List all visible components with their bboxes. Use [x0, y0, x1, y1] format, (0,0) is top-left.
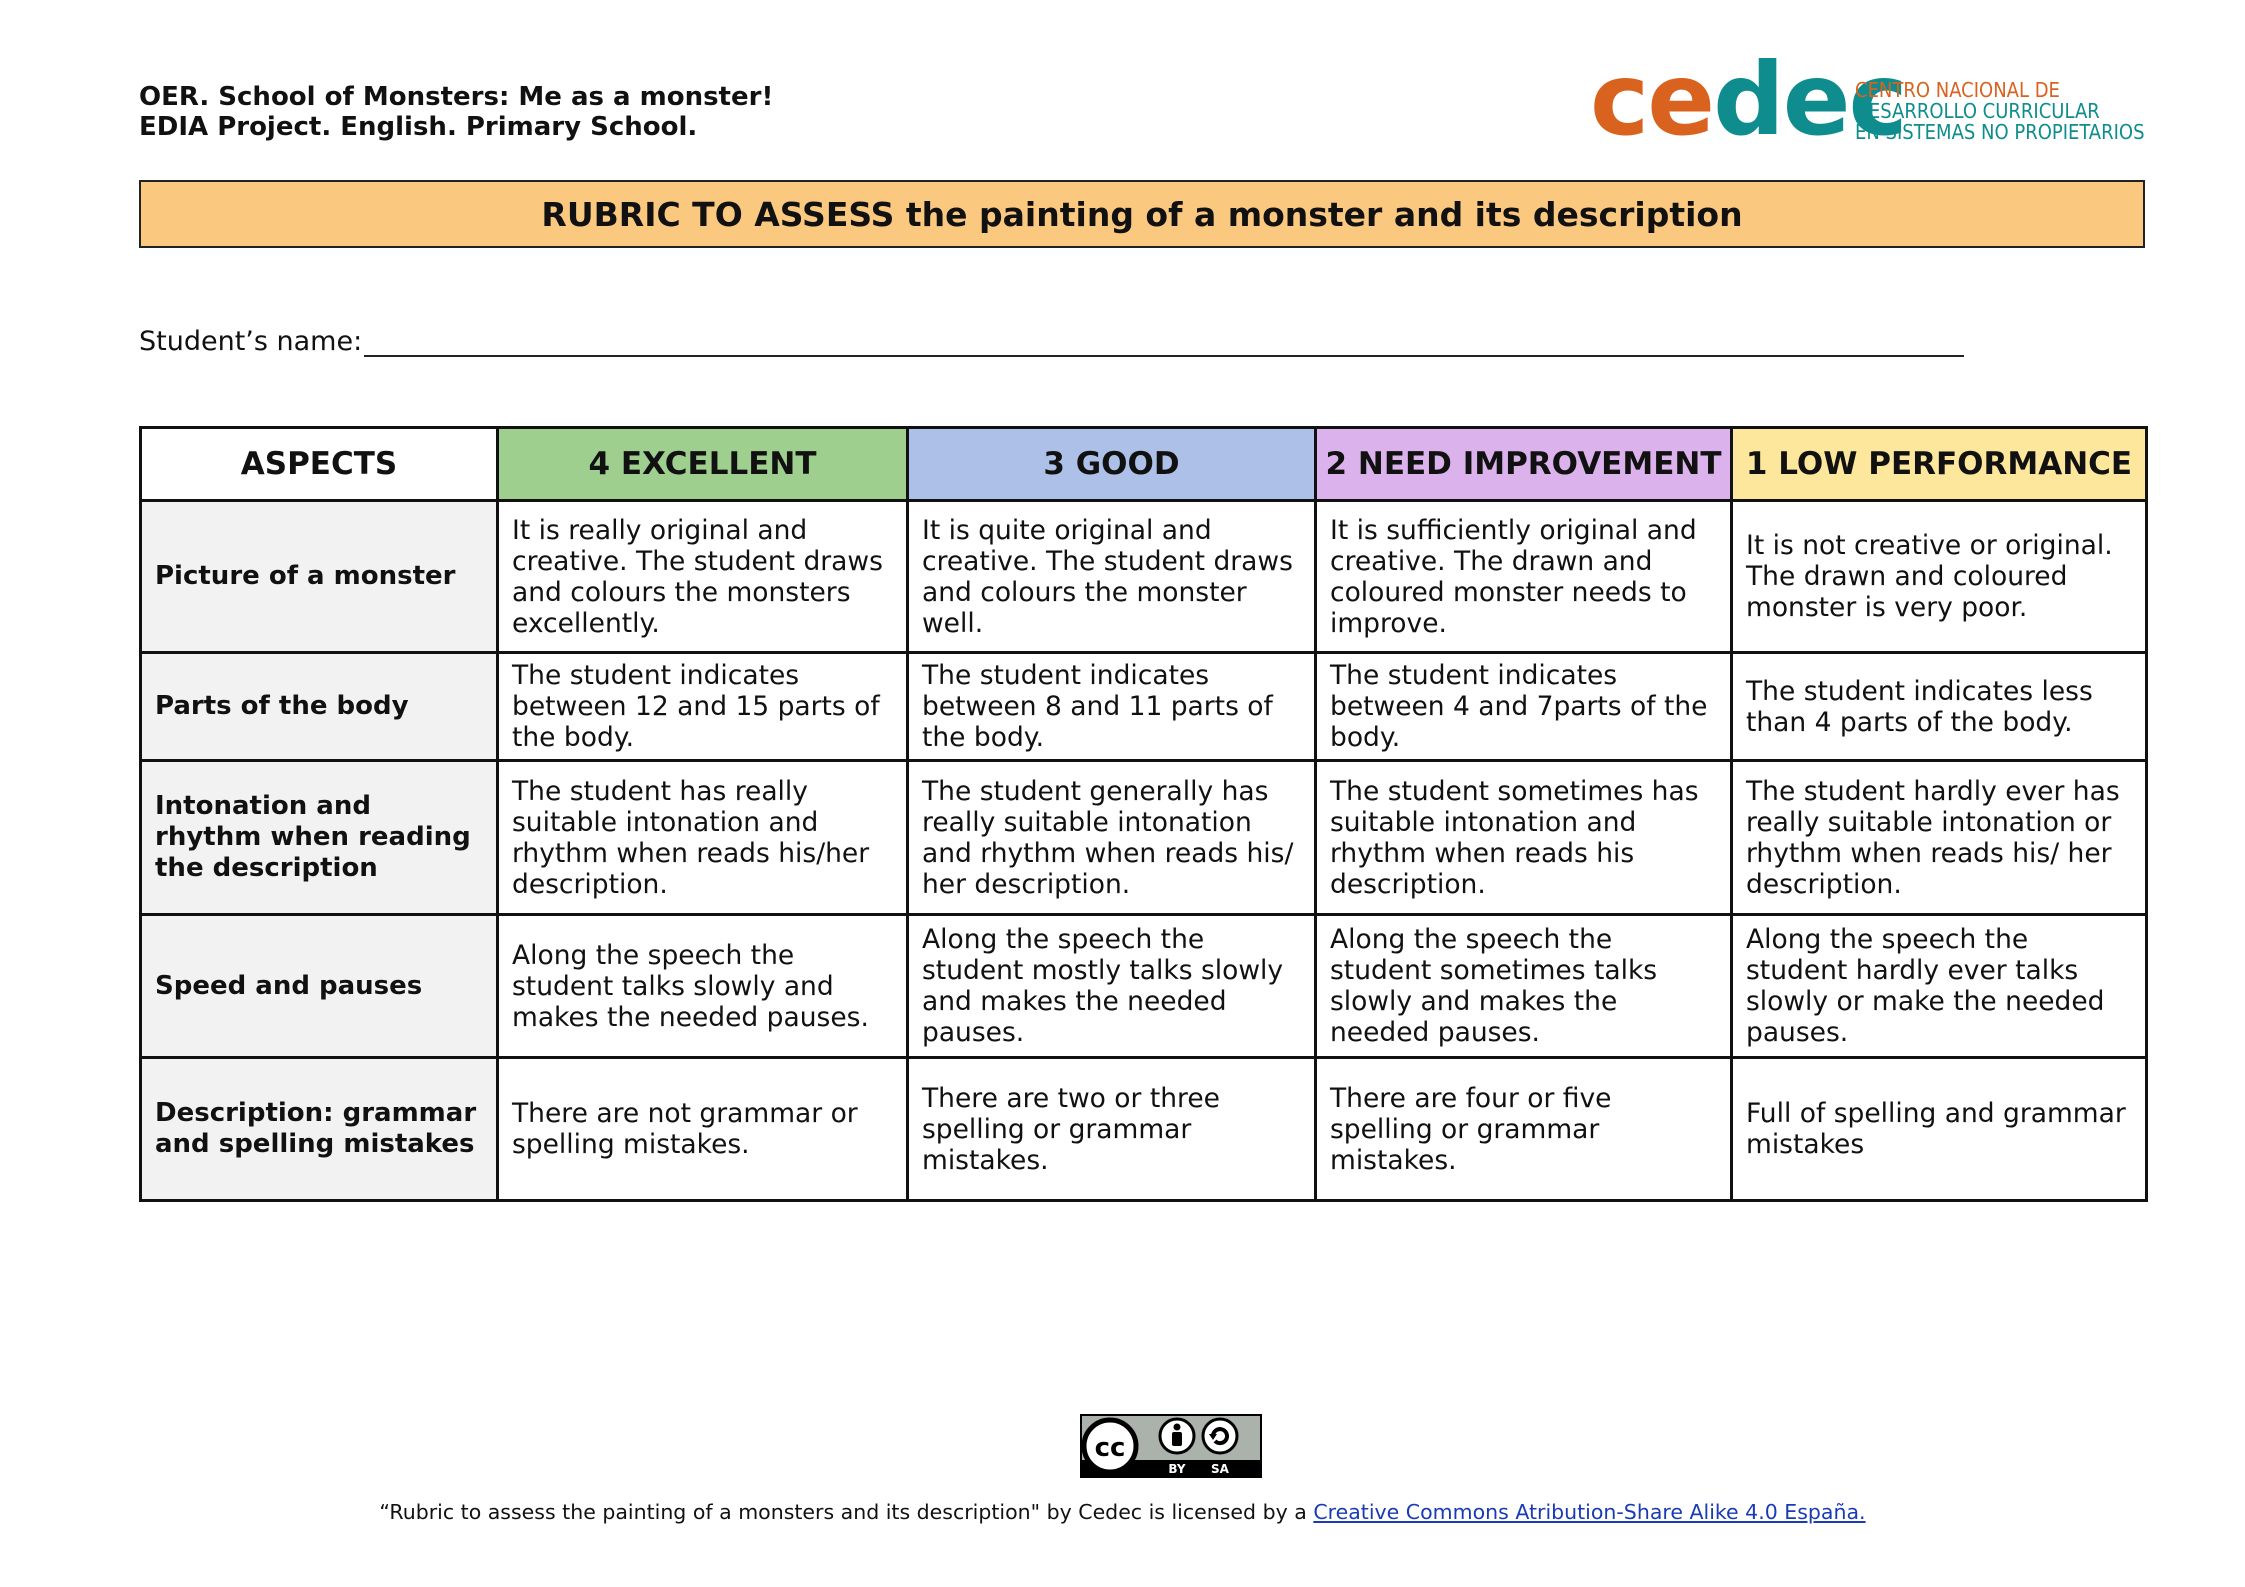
license-footer	[0, 1500, 2245, 1524]
table-row	[141, 915, 2147, 1058]
cedec-logo	[1590, 41, 2160, 158]
cedec-subtitle	[1855, 80, 2145, 143]
criteria-cell: The student sometimes has suitable intonation and rhythm when reads his description.	[1316, 761, 1732, 915]
table-row	[141, 1058, 2147, 1201]
cedec-subtitle-line-1: CENTRO NACIONAL DE	[1855, 78, 2060, 102]
logo-letter: e	[1647, 41, 1714, 158]
criteria-cell: The student has really suitable intonation and rhythm when reads his/her description.	[498, 761, 908, 915]
cc-icon	[1084, 1420, 1136, 1472]
sa-label: SA	[1211, 1462, 1229, 1476]
criteria-cell: Along the speech the student sometimes talks slowly and makes the needed pauses.	[1316, 915, 1732, 1058]
student-name-line	[364, 329, 1964, 357]
cedec-subtitle-line-2: DESARROLLO CURRICULAR	[1855, 99, 2100, 123]
criteria-cell: The student indicates between 12 and 15 parts of the body.	[498, 653, 908, 761]
header-line-1: OER. School of Monsters: Me as a monster!	[139, 82, 774, 112]
by-label: BY	[1168, 1462, 1186, 1476]
aspect-cell: Description: grammar and spelling mistakes	[141, 1058, 498, 1201]
criteria-cell: Along the speech the student talks slowly and makes the needed pauses.	[498, 915, 908, 1058]
cedec-subtitle-line-3: EN SISTEMAS NO PROPIETARIOS	[1855, 120, 2145, 144]
rubric-table	[139, 426, 2148, 1202]
criteria-cell: It is sufficiently original and creative. The drawn and coloured monster needs to improve.	[1316, 501, 1732, 653]
criteria-cell: Full of spelling and grammar mistakes	[1732, 1058, 2147, 1201]
header-need-improvement: 2 NEED IMPROVEMENT	[1316, 428, 1732, 501]
logo-letter: d	[1713, 41, 1783, 158]
criteria-cell: It is not creative or original. The drawn and coloured monster is very poor.	[1732, 501, 2147, 653]
document-header	[139, 82, 773, 142]
aspect-cell: Picture of a monster	[141, 501, 498, 653]
criteria-cell: The student indicates between 4 and 7parts of the body.	[1316, 653, 1732, 761]
logo-letter: c	[1848, 41, 1906, 158]
aspect-cell: Intonation and rhythm when reading the description	[141, 761, 498, 915]
table-row	[141, 501, 2147, 653]
header-excellent: 4 EXCELLENT	[498, 428, 908, 501]
header-good: 3 GOOD	[908, 428, 1316, 501]
criteria-cell: It is really original and creative. The student draws and colours the monsters excellently.	[498, 501, 908, 653]
logo-letter: e	[1782, 41, 1849, 158]
criteria-cell: It is quite original and creative. The student draws and colours the monster well.	[908, 501, 1316, 653]
header-aspects: ASPECTS	[141, 428, 498, 501]
attribution-icon	[1160, 1419, 1194, 1453]
header-low-performance: 1 LOW PERFORMANCE	[1732, 428, 2147, 501]
criteria-cell: There are two or three spelling or grammar mistakes.	[908, 1058, 1316, 1201]
rubric-title: RUBRIC TO ASSESS the painting of a monster and its description	[139, 180, 2145, 248]
criteria-cell: The student generally has really suitable intonation and rhythm when reads his/ her description.	[908, 761, 1316, 915]
student-name-field	[139, 326, 1964, 357]
student-name-label: Student’s name:	[139, 326, 363, 357]
logo-letter: c	[1590, 41, 1648, 158]
aspect-cell: Speed and pauses	[141, 915, 498, 1058]
aspect-cell: Parts of the body	[141, 653, 498, 761]
criteria-cell: The student indicates between 8 and 11 parts of the body.	[908, 653, 1316, 761]
table-row	[141, 653, 2147, 761]
header-row	[141, 428, 2147, 501]
cc-by-sa-badge	[1080, 1414, 1262, 1478]
criteria-cell: The student indicates less than 4 parts of the body.	[1732, 653, 2147, 761]
criteria-cell: There are not grammar or spelling mistakes.	[498, 1058, 908, 1201]
cc-text: cc	[1094, 1433, 1126, 1463]
license-text: “Rubric to assess the painting of a monsters and its description" by Cedec is licensed by a	[379, 1500, 1314, 1524]
header-line-2: EDIA Project. English. Primary School.	[139, 112, 698, 142]
criteria-cell: The student hardly ever has really suitable intonation or rhythm when reads his/ her description.	[1732, 761, 2147, 915]
license-link[interactable]: Creative Commons Atribution-Share Alike 4.0 España.	[1313, 1500, 1866, 1524]
criteria-cell: Along the speech the student mostly talks slowly and makes the needed pauses.	[908, 915, 1316, 1058]
criteria-cell: Along the speech the student hardly ever talks slowly or make the needed pauses.	[1732, 915, 2147, 1058]
share-alike-icon	[1203, 1419, 1237, 1453]
criteria-cell: There are four or five spelling or grammar mistakes.	[1316, 1058, 1732, 1201]
table-row	[141, 761, 2147, 915]
